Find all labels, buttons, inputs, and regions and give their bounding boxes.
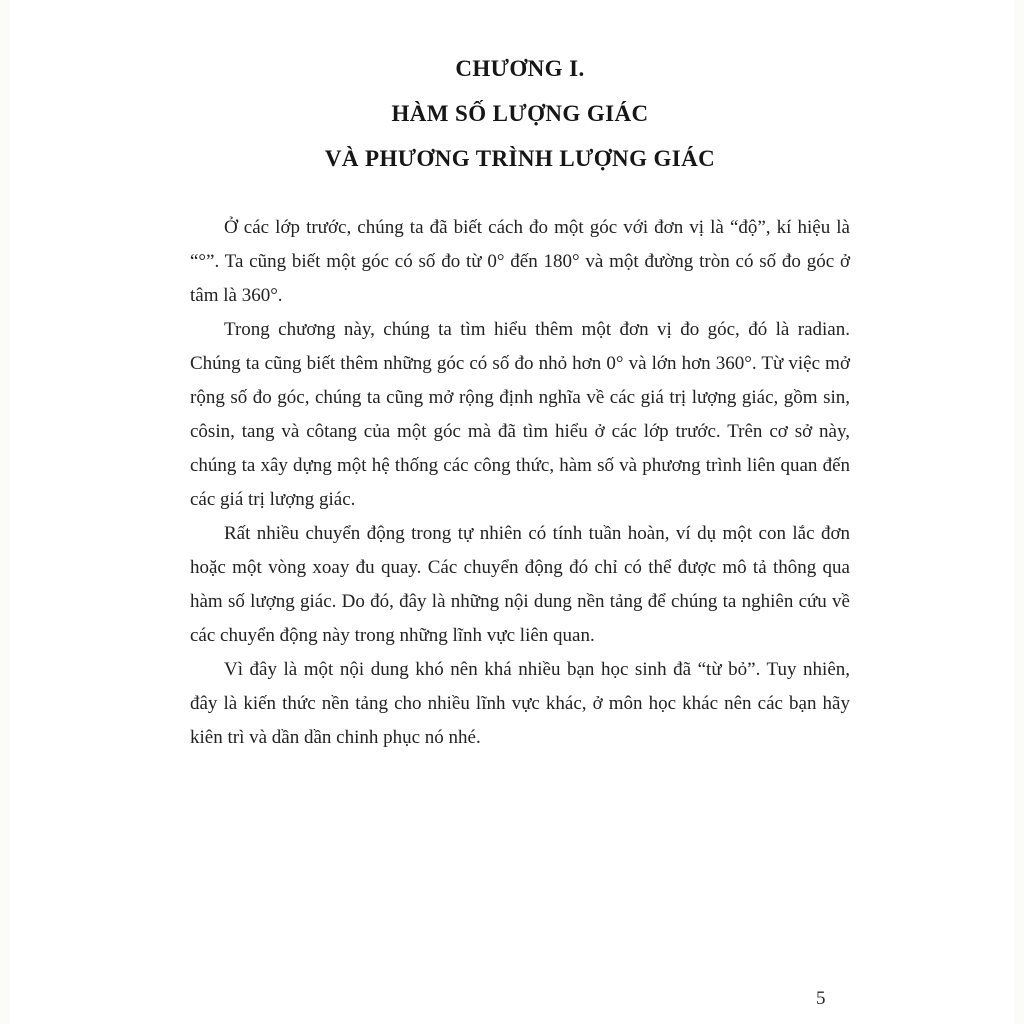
scan-edge-left	[0, 0, 10, 1024]
chapter-title-line-1: CHƯƠNG I.	[455, 56, 585, 81]
paragraph-periodic-motion: Rất nhiều chuyển động trong tự nhiên có tính tuần hoàn, ví dụ một con lắc đơn hoặc một vòng xoay đu quay. Các chuyển động đó chỉ có thể được mô tả thông qua hàm số lượng giác. Do đó, đây là những nội dung nền tảng để chúng ta nghiên cứu về các chuyển động này trong những lĩnh vực liên quan.	[190, 523, 850, 646]
paragraph-radian-extension: Trong chương này, chúng ta tìm hiểu thêm một đơn vị đo góc, đó là radian. Chúng ta cũng biết thêm những góc có số đo nhỏ hơn 0° và lớn hơn 360°. Từ việc mở rộng số đo góc, chúng ta cũng mở rộng định nghĩa về các giá trị lượng giác, gồm sin, côsin, tang và côtang của một góc mà đã tìm hiểu ở các lớp trước. Trên cơ sở này, chúng ta xây dựng một hệ thống các công thức, hàm số và phương trình liên quan đến các giá trị lượng giác.	[190, 319, 850, 510]
chapter-title-line-3: VÀ PHƯƠNG TRÌNH LƯỢNG GIÁC	[324, 146, 716, 171]
paragraph-encouragement: Vì đây là một nội dung khó nên khá nhiều bạn học sinh đã “từ bỏ”. Tuy nhiên, đây là kiến thức nền tảng cho nhiều lĩnh vực khác, ở môn học khác nên các bạn hãy kiên trì và dần dần chinh phục nó nhé.	[190, 659, 850, 748]
chapter-title-line-2: HÀM SỐ LƯỢNG GIÁC	[391, 101, 649, 126]
page-number: 5	[816, 988, 826, 1009]
paragraph-intro-degrees: Ở các lớp trước, chúng ta đã biết cách đo một góc với đơn vị là “độ”, kí hiệu là “°”. Ta cũng biết một góc có số đo từ 0° đến 180° và một đường tròn có số đo góc ở tâm là 360°.	[190, 217, 850, 306]
chapter-title	[190, 46, 850, 181]
page-content	[190, 46, 850, 755]
scan-edge-right	[1014, 0, 1024, 1024]
body-text	[190, 211, 850, 755]
